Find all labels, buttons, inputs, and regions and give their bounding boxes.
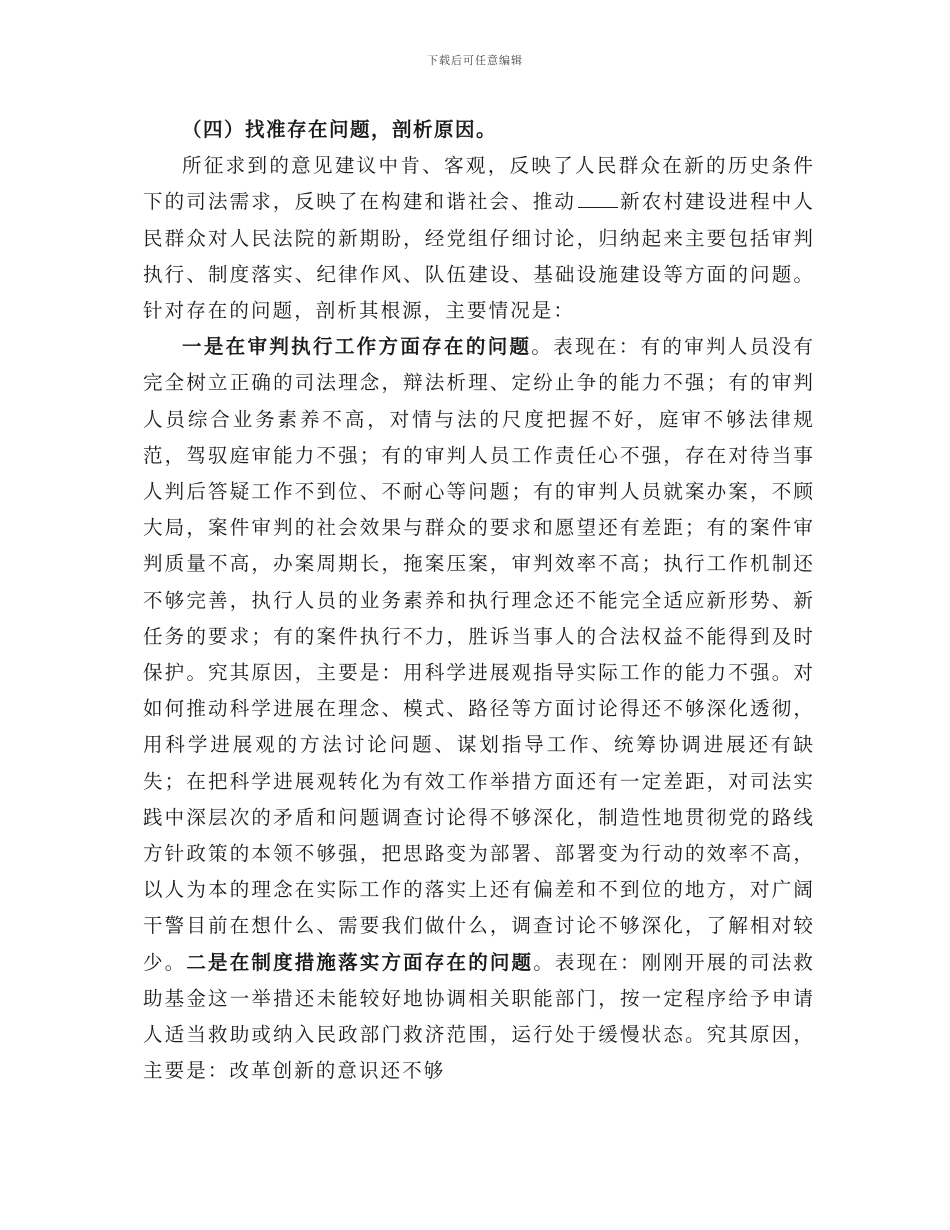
paragraph-problems bbox=[143, 329, 815, 1089]
fill-in-blank bbox=[578, 189, 618, 208]
paragraph-problems-text-2: 。表现在：刚刚开展的司法救助基金这一举措还未能较好地协调相关职能部门，按一定程序给予申请人适当救助或纳入民政部门救济范围，运行处于缓慢状态。究其原因，主要是：改革创新的意识还不够 bbox=[143, 950, 815, 1083]
paragraph-intro-text-1: 所征求到的意见建议中肯、客观，反映了人民群众在新的历史条件下的司法需求，反映了在构建和谐社会、推动 bbox=[143, 154, 815, 214]
paragraph-intro bbox=[143, 148, 815, 329]
bold-lead-1: 一是在审判执行工作方面存在的问题 bbox=[182, 335, 532, 359]
section-heading: （四）找准存在问题，剖析原因。 bbox=[182, 118, 498, 141]
document-body bbox=[143, 112, 815, 1089]
bold-lead-2: 二是在制度措施落实方面存在的问题 bbox=[186, 950, 534, 974]
page-header: 下载后可任意编辑 bbox=[427, 54, 523, 67]
paragraph-problems-text-1: 。表现在：有的审判人员没有完全树立正确的司法理念，辩法析理、定纷止争的能力不强；有的审判人员综合业务素养不高，对情与法的尺度把握不好，庭审不够法律规范，驾驭庭审能力不强；有的审判人员工作责任心不强，存在对待当事人判后答疑工作不到位、不耐心等问题；有的审判人员就案办案，不顾大局，案件审判的社会效果与群众的要求和愿望还有差距；有的案件审判质量不高，办案周期长，拖案压案，审判效率不高；执行工作机制还不够完善，执行人员的业务素养和执行理念还不能完全适应新形势、新任务的要求；有的案件执行不力，胜诉当事人的合法权益不能得到及时保护。究其原因，主要是：用科学进展观指导实际工作的能力不强。对如何推动科学进展在理念、模式、路径等方面讨论得还不够深化透彻，用科学进展观的方法讨论问题、谋划指导工作、统筹协调进展还有缺失；在把科学进展观转化为有效工作举措方面还有一定差距，对司法实践中深层次的矛盾和问题调查讨论得不够深化，制造性地贯彻党的路线方针政策的本领不够强，把思路变为部署、部署变为行动的效率不高，以人为本的理念在实际工作的落实上还有偏差和不到位的地方，对广阔干警目前在想什么、需要我们做什么，调查讨论不够深化，了解相对较少。 bbox=[143, 335, 815, 974]
paragraph-intro-text-2: 新农村建设进程中人民群众对人民法院的新期盼，经党组仔细讨论，归纳起来主要包括审判执行、制度落实、纪律作风、队伍建设、基础设施建设等方面的问题。针对存在的问题，剖析其根源，主要情况是： bbox=[143, 190, 815, 323]
